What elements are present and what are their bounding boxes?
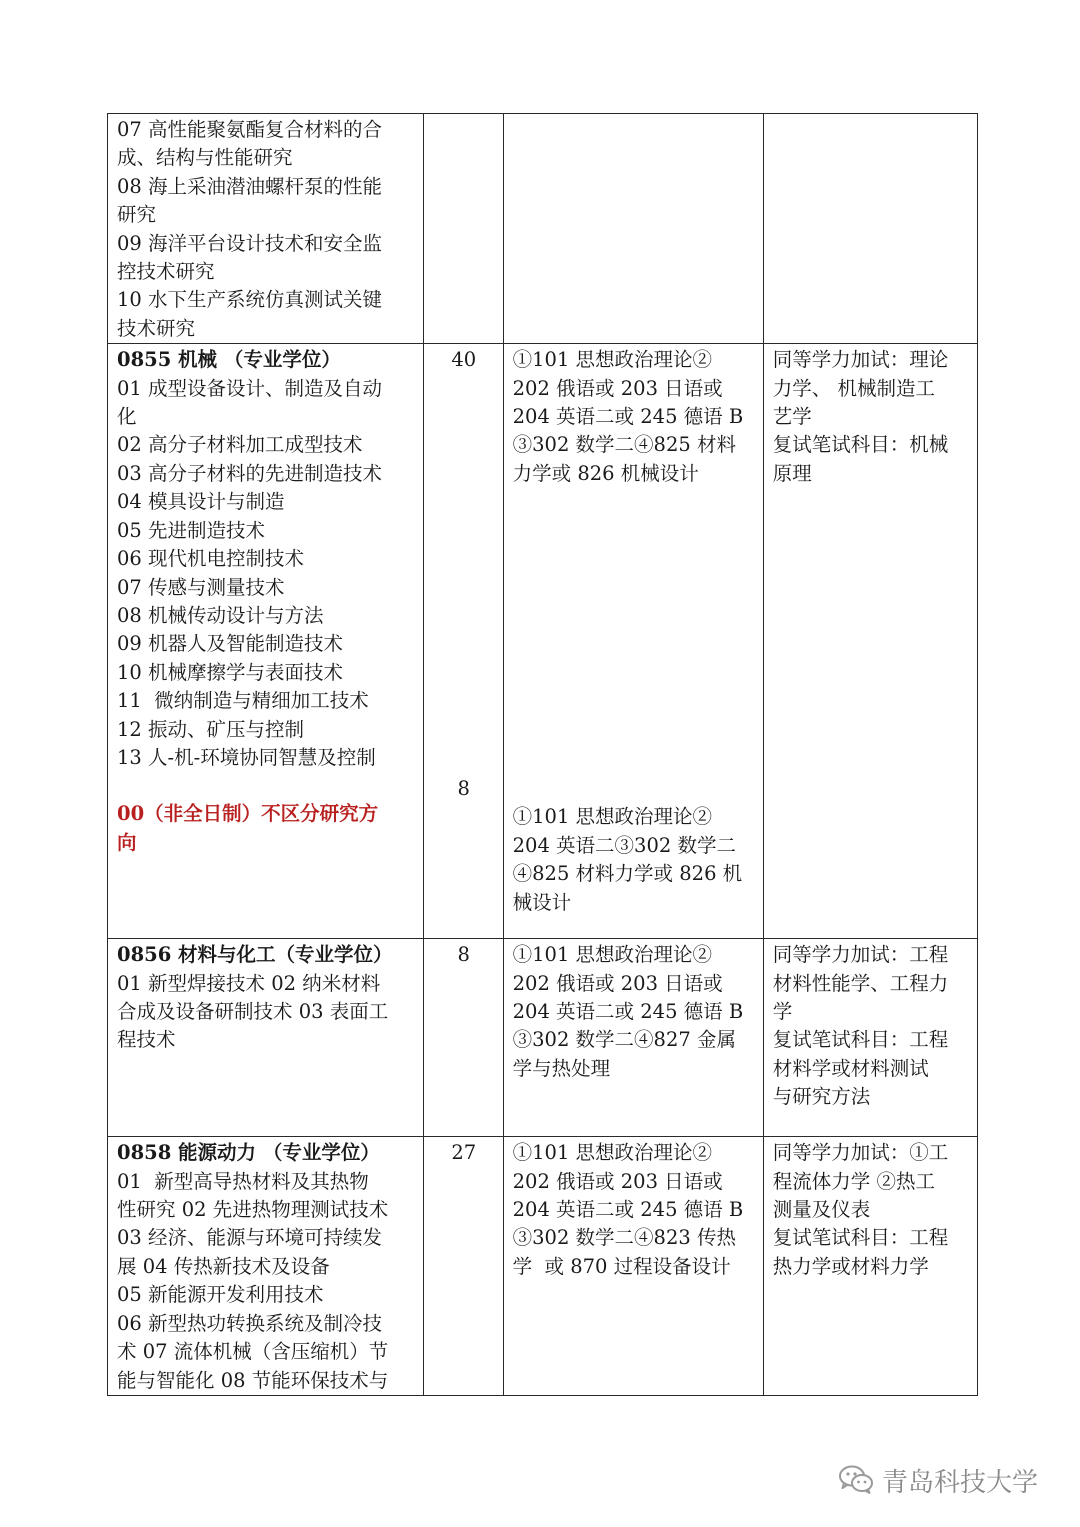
watermark-text: 青岛科技大学: [882, 1467, 1039, 1498]
part-time-direction: 00（非全日制）不区分研究方: [117, 802, 379, 826]
wechat-icon: [838, 1464, 874, 1496]
table-row: [108, 344, 978, 939]
program-title: 0856 材料与化工（专业学位）: [117, 943, 393, 967]
directions-cell: 0855 机械 （专业学位） 01 成型设备设计、制造及自动 化 02 高分子材料加工成型技术 03 高分子材料的先进制造技术 04 模具设计与制造 05 先进制造技术 06 现代机电控制技术 07 传感与测量技术 08 机械传动设计与方法 09 机器人及智能制造技术 10 机械摩擦学与表面技术 11 微纳制造与精细加工技术 12 振动、矿压与控制 13 人-机-环境协同智慧及控制 00（非全日制）不区分研究方 向: [108, 344, 424, 939]
watermark: [838, 1462, 1038, 1498]
program-title: 0855 机械 （专业学位）: [117, 348, 341, 372]
directions-cell: 07 高性能聚氨酯复合材料的合 成、结构与性能研究 08 海上采油潜油螺杆泵的性能 研究 09 海洋平台设计技术和安全监 控技术研究 10 水下生产系统仿真测试关键 技术研究: [108, 114, 424, 344]
table-row: [108, 114, 978, 344]
directions-cell: 0858 能源动力 （专业学位） 01 新型高导热材料及其热物 性研究 02 先进热物理测试技术 03 经济、能源与环境可持续发 展 04 传热新技术及设备 05 新能源开发利用技术 06 新型热功转换系统及制冷技 术 07 流体机械（含压缩机）节 能与智能化 08 节能环保技术与: [108, 1137, 424, 1396]
remarks-cell: 同等学力加试：理论 力学、 机械制造工 艺学 复试笔试科目：机械 原理: [763, 344, 977, 939]
enrollment-cell: 27: [423, 1137, 503, 1396]
program-title: 0858 能源动力 （专业学位）: [117, 1141, 380, 1165]
exam-subjects-cell: [503, 114, 763, 344]
part-time-enrollment: 8: [457, 776, 470, 800]
remarks-cell: 同等学力加试：工程 材料性能学、工程力 学 复试笔试科目：工程 材料学或材料测试 与研究方法: [763, 939, 977, 1137]
directions-cell: 0856 材料与化工（专业学位） 01 新型焊接技术 02 纳米材料 合成及设备研制技术 03 表面工 程技术: [108, 939, 424, 1137]
table-row: [108, 939, 978, 1137]
exam-subjects-cell: ①101 思想政治理论② 202 俄语或 203 日语或 204 英语二或 245 德语 B ③302 数学二④823 传热 学 或 870 过程设备设计: [503, 1137, 763, 1396]
program-table: [107, 113, 978, 1396]
table-row: [108, 1137, 978, 1396]
remarks-cell: 同等学力加试：①工 程流体力学 ②热工 测量及仪表 复试笔试科目：工程 热力学或材料力学: [763, 1137, 977, 1396]
remarks-cell: [763, 114, 977, 344]
exam-subjects-cell: ①101 思想政治理论② 202 俄语或 203 日语或 204 英语二或 245 德语 B ③302 数学二④825 材料 力学或 826 机械设计 ①101 思想政治理论② 204 英语二③302 数学二 ④825 材料力学或 826 机 械设计: [503, 344, 763, 939]
enrollment-cell: 8: [423, 939, 503, 1137]
enrollment-cell: 40 8: [423, 344, 503, 939]
exam-subjects-cell: ①101 思想政治理论② 202 俄语或 203 日语或 204 英语二或 245 德语 B ③302 数学二④827 金属 学与热处理: [503, 939, 763, 1137]
enrollment-cell: [423, 114, 503, 344]
